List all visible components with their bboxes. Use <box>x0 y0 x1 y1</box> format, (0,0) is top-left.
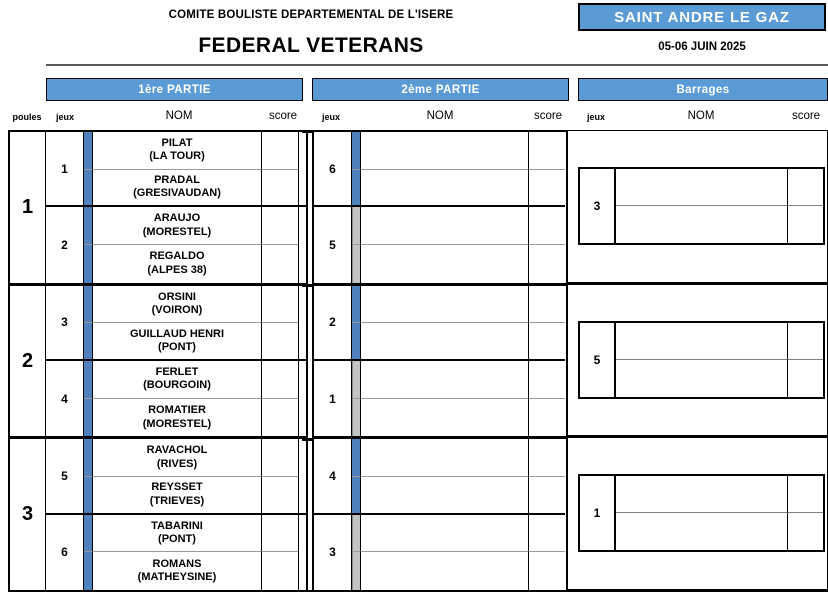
player-name-cell <box>93 132 262 170</box>
jeu-number: 1 <box>580 476 616 550</box>
grid-bridge <box>302 284 312 287</box>
barrages-region <box>568 130 828 592</box>
score-cell <box>262 170 298 208</box>
score-cell <box>787 206 823 243</box>
committee-title: COMITE BOULISTE DEPARTEMENTAL DE L'ISERE <box>168 9 454 21</box>
court-strip <box>84 361 93 399</box>
poule-number: 1 <box>10 132 46 283</box>
partie2-label: 2ème PARTIE <box>401 83 480 96</box>
jeu-number: 1 <box>314 361 352 436</box>
player-club: (PONT) <box>158 533 196 545</box>
court-strip <box>352 439 361 477</box>
player-name-cell <box>616 169 787 206</box>
col-label-score-1: score <box>268 110 298 122</box>
player-name-cell <box>93 439 262 477</box>
score-cell <box>529 399 565 437</box>
partie1-label: 1ère PARTIE <box>138 83 211 96</box>
barrages-label: Barrages <box>676 83 730 96</box>
player-name-cell <box>361 286 529 324</box>
score-cell <box>787 323 823 360</box>
poule-block-2 <box>10 286 306 440</box>
court-strip <box>84 515 93 553</box>
col-label-poules: poules <box>12 112 42 122</box>
player-club: (LA TOUR) <box>149 150 205 163</box>
score-cell <box>262 286 298 324</box>
grid-bridge <box>302 590 312 593</box>
margin-sliver <box>298 439 306 514</box>
score-cell <box>787 360 823 397</box>
court-strip <box>84 399 93 437</box>
score-cell <box>529 361 565 399</box>
player-name: PILAT <box>161 136 193 149</box>
venue-banner <box>578 3 826 31</box>
score-cell <box>262 477 298 515</box>
player-name: REGALDO <box>149 250 205 263</box>
player-name-cell <box>361 170 529 208</box>
partie2-table <box>312 130 568 592</box>
jeu-number: 5 <box>46 439 84 514</box>
jeu-number: 5 <box>580 323 616 397</box>
score-cell <box>262 361 298 399</box>
margin-sliver <box>298 207 306 282</box>
player-name: REYSSET <box>151 481 203 494</box>
player-name-cell <box>93 170 262 208</box>
score-cell <box>529 323 565 361</box>
score-cell <box>529 552 565 590</box>
player-club: (GRESIVAUDAN) <box>133 187 221 200</box>
player-name-cell <box>616 360 787 397</box>
court-strip <box>352 361 361 399</box>
partie2-block-1 <box>314 132 566 286</box>
margin-sliver <box>298 515 306 590</box>
partie2-block-3 <box>314 439 566 590</box>
col-label-nom-2: NOM <box>426 110 454 122</box>
player-name: TABARINI <box>151 519 203 532</box>
jeu-number: 1 <box>46 132 84 207</box>
score-cell <box>262 552 298 590</box>
court-strip <box>84 323 93 361</box>
header-divider <box>46 64 828 66</box>
player-name-cell <box>361 552 529 590</box>
poule-number: 3 <box>10 439 46 590</box>
court-strip <box>352 515 361 553</box>
player-name-cell <box>616 323 787 360</box>
player-club: (ALPES 38) <box>147 263 207 276</box>
player-name-cell <box>616 206 787 243</box>
margin-sliver <box>298 286 306 361</box>
court-strip <box>352 286 361 324</box>
court-strip <box>84 439 93 477</box>
poule-block-1 <box>10 132 306 286</box>
jeu-number: 2 <box>314 286 352 361</box>
partie1-table <box>8 130 308 592</box>
player-name: GUILLAUD HENRI <box>129 327 225 340</box>
barrage-block-2 <box>568 285 827 439</box>
player-name: ROMANS <box>152 557 202 570</box>
jeu-number: 3 <box>580 169 616 243</box>
jeu-number: 5 <box>314 207 352 282</box>
score-cell <box>262 132 298 170</box>
player-name-cell <box>93 477 262 515</box>
player-name: RAVACHOL <box>146 444 208 457</box>
court-strip <box>352 399 361 437</box>
page-title: FEDERAL VETERANS <box>198 34 424 57</box>
court-strip <box>352 132 361 170</box>
court-strip <box>352 170 361 208</box>
score-cell <box>529 207 565 245</box>
grid-bridge <box>302 438 312 441</box>
margin-sliver <box>298 132 306 207</box>
player-club: (PONT) <box>158 341 196 354</box>
poule-block-3 <box>10 439 306 590</box>
player-name-cell <box>93 399 262 437</box>
player-name-cell <box>93 245 262 283</box>
player-club: (VOIRON) <box>151 304 203 316</box>
player-name-cell <box>361 399 529 437</box>
player-name: ORSINI <box>158 290 196 303</box>
player-name-cell <box>361 439 529 477</box>
score-cell <box>787 169 823 206</box>
grid-bridge <box>302 130 312 133</box>
player-name-cell <box>361 515 529 553</box>
player-club: (MATHEYSINE) <box>137 571 217 584</box>
player-name: FERLET <box>155 365 199 378</box>
jeu-number: 2 <box>46 207 84 282</box>
court-strip <box>84 170 93 208</box>
court-strip <box>84 245 93 283</box>
player-name-cell <box>361 207 529 245</box>
score-cell <box>529 439 565 477</box>
court-strip <box>352 477 361 515</box>
jeu-number: 6 <box>46 515 84 590</box>
venue-label: SAINT ANDRE LE GAZ <box>614 8 790 26</box>
player-name-cell <box>361 323 529 361</box>
player-name-cell <box>93 361 262 399</box>
player-club: (BOURGOIN) <box>143 379 211 392</box>
barrage-table <box>578 321 825 399</box>
score-cell <box>262 323 298 361</box>
court-strip <box>84 477 93 515</box>
partie2-block-2 <box>314 286 566 440</box>
player-name-cell <box>93 207 262 245</box>
score-cell <box>529 132 565 170</box>
barrage-block-3 <box>568 438 827 589</box>
player-name: ROMATIER <box>148 404 206 416</box>
player-club: (MORESTEL) <box>142 225 212 238</box>
player-name: PRADAL <box>154 173 200 186</box>
court-strip <box>84 132 93 170</box>
jeu-number: 3 <box>314 515 352 590</box>
barrage-table <box>578 474 825 552</box>
col-label-score-2: score <box>533 110 563 122</box>
col-label-nom-1: NOM <box>165 110 193 122</box>
score-cell <box>262 245 298 283</box>
player-name-cell <box>361 132 529 170</box>
court-strip <box>84 286 93 324</box>
col-label-jeux-1: jeux <box>55 112 75 122</box>
player-name-cell <box>93 515 262 553</box>
player-club: (RIVES) <box>156 457 198 470</box>
score-cell <box>262 207 298 245</box>
col-label-nom-3: NOM <box>687 110 715 122</box>
court-strip <box>352 552 361 590</box>
score-cell <box>529 170 565 208</box>
section-bar-partie2 <box>312 78 569 101</box>
score-cell <box>529 245 565 283</box>
player-name-cell <box>616 476 787 513</box>
jeu-number: 3 <box>46 286 84 361</box>
court-strip <box>84 207 93 245</box>
score-cell <box>262 515 298 553</box>
score-cell <box>529 477 565 515</box>
court-strip <box>352 207 361 245</box>
player-name-cell <box>93 286 262 324</box>
score-cell <box>529 286 565 324</box>
barrage-block-1 <box>568 131 827 285</box>
col-label-score-3: score <box>791 110 821 122</box>
jeu-number: 4 <box>46 361 84 436</box>
score-cell <box>787 513 823 550</box>
player-name: ARAUJO <box>153 212 201 225</box>
court-strip <box>352 323 361 361</box>
margin-sliver <box>298 361 306 436</box>
col-label-jeux-3: jeux <box>586 112 606 122</box>
jeu-number: 6 <box>314 132 352 207</box>
player-name-cell <box>93 323 262 361</box>
player-name-cell <box>616 513 787 550</box>
event-date: 05-06 JUIN 2025 <box>658 41 746 53</box>
barrage-table <box>578 167 825 245</box>
jeu-number: 4 <box>314 439 352 514</box>
score-cell <box>787 476 823 513</box>
poule-number: 2 <box>10 286 46 437</box>
player-name-cell <box>361 361 529 399</box>
score-cell <box>262 439 298 477</box>
player-club: (MORESTEL) <box>142 417 212 430</box>
score-cell <box>529 515 565 553</box>
player-name-cell <box>361 245 529 283</box>
section-bar-barrages <box>578 78 828 101</box>
score-cell <box>262 399 298 437</box>
player-name-cell <box>93 552 262 590</box>
section-bar-partie1 <box>46 78 303 101</box>
player-name-cell <box>361 477 529 515</box>
court-strip <box>84 552 93 590</box>
court-strip <box>352 245 361 283</box>
col-label-jeux-2: jeux <box>321 112 341 122</box>
player-club: (TRIEVES) <box>149 494 205 507</box>
